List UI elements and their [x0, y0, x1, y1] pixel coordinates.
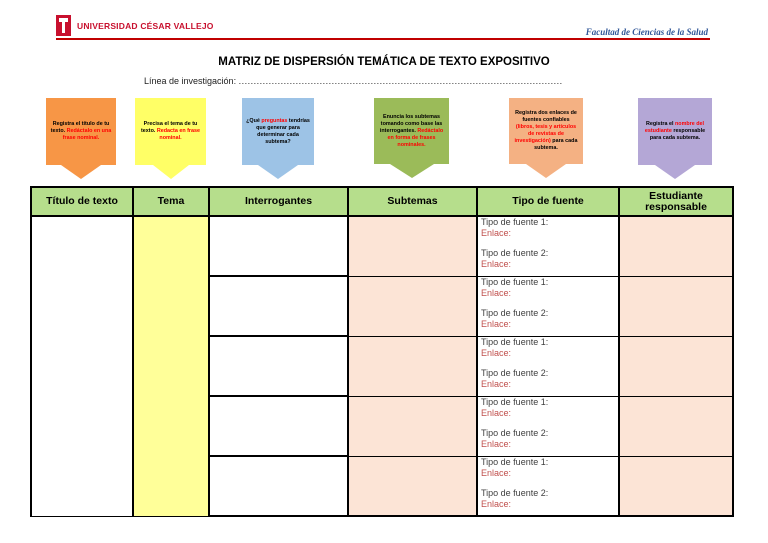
research-line — [144, 76, 563, 86]
tipo-fuente-cell[interactable] — [477, 456, 619, 516]
source-link-2[interactable]: Enlace: — [481, 438, 512, 449]
source-link-1[interactable]: Enlace: — [481, 407, 512, 418]
callout-text-part: nombre del estudiante — [644, 121, 705, 134]
callout-text-part: ¿Qué — [246, 117, 262, 124]
source-type-1-label: Tipo de fuente 1: — [481, 217, 549, 227]
source-type-1-label: Tipo de fuente 1: — [481, 456, 549, 467]
callout-arrow-icon — [153, 165, 189, 179]
source-link-2[interactable]: Enlace: — [481, 318, 512, 329]
source-link-2[interactable]: Enlace: — [481, 259, 512, 269]
callout-text-part: responsable para cada subtema. — [649, 128, 706, 141]
estudiante-cell[interactable] — [619, 396, 733, 456]
callout-text-part: para cada subtema. — [534, 138, 578, 151]
callout-text-part: Redacta en frase nominal. — [156, 128, 201, 141]
interrogantes-cell[interactable] — [209, 276, 348, 336]
source-type-1-label: Tipo de fuente 1: — [481, 336, 549, 347]
callout-text — [135, 98, 206, 165]
callout-text-part: (libros, tesis y artículos de revistas de investigación) — [514, 124, 577, 144]
source-link-1[interactable]: Enlace: — [481, 228, 512, 238]
estudiante-cell[interactable] — [619, 456, 733, 516]
dispersion-matrix-table — [30, 186, 734, 517]
callout-text — [638, 98, 712, 165]
subtema-cell[interactable] — [348, 456, 477, 516]
interrogantes-cell[interactable] — [209, 456, 348, 516]
column-header-titulo: Título de texto — [31, 187, 133, 216]
table-body — [31, 216, 733, 516]
source-link-1[interactable]: Enlace: — [481, 347, 512, 358]
source-link-2[interactable]: Enlace: — [481, 498, 512, 509]
callout-text-part: Redáctalo en forma de frases nominales. — [387, 127, 444, 148]
column-header-interrogantes: Interrogantes — [209, 187, 348, 216]
source-link-1[interactable]: Enlace: — [481, 467, 512, 478]
callout-text-part: tendrías que generar para determinar cada subtema? — [256, 117, 310, 145]
callout-text-part: Registra dos enlaces de fuentes confiables — [515, 110, 577, 123]
estudiante-cell[interactable] — [619, 276, 733, 336]
source-type-1-label: Tipo de fuente 1: — [481, 396, 549, 407]
column-header-subtemas: Subtemas — [348, 187, 477, 216]
subtema-cell[interactable] — [348, 216, 477, 276]
callout-text — [509, 98, 583, 164]
subtema-cell[interactable] — [348, 396, 477, 456]
tipo-fuente-cell[interactable] — [477, 396, 619, 456]
ucv-logo-icon — [56, 15, 71, 36]
research-line-label: Línea de investigación: — [144, 76, 237, 86]
callout-arrow-icon — [61, 165, 101, 179]
source-link-1[interactable]: Enlace: — [481, 287, 512, 298]
faculty-name: Facultad de Ciencias de la Salud — [585, 27, 708, 37]
document-title: MATRIZ DE DISPERSIÓN TEMÁTICA DE TEXTO EXPOSITIVO — [218, 56, 550, 68]
callout-text-part: Redáctalo en una frase nominal. — [62, 128, 112, 141]
callout-arrow-icon — [258, 165, 298, 179]
tipo-fuente-cell[interactable] — [477, 276, 619, 336]
tipo-fuente-cell[interactable] — [477, 216, 619, 276]
callout-text — [242, 98, 314, 165]
estudiante-cell[interactable] — [619, 216, 733, 276]
column-header-tema: Tema — [133, 187, 209, 216]
university-name: UNIVERSIDAD CÉSAR VALLEJO — [77, 20, 214, 31]
callout-arrow-icon — [526, 164, 566, 178]
estudiante-cell[interactable] — [619, 336, 733, 396]
callout-text-part: Precisa el tema de tu texto. — [140, 121, 198, 134]
source-type-2-label: Tipo de fuente 2: — [481, 367, 549, 378]
interrogantes-cell[interactable] — [209, 216, 348, 276]
source-type-2-label: Tipo de fuente 2: — [481, 248, 549, 258]
callout-arrow-icon — [390, 164, 434, 178]
callout-text — [46, 98, 116, 165]
subtema-cell[interactable] — [348, 336, 477, 396]
titulo-cell[interactable] — [31, 216, 133, 516]
source-type-1-label: Tipo de fuente 1: — [481, 276, 549, 287]
tipo-fuente-cell[interactable] — [477, 336, 619, 396]
callout-text-part: preguntas — [261, 117, 288, 124]
subtema-cell[interactable] — [348, 276, 477, 336]
research-line-blank[interactable]: ............................................................................................................ — [238, 76, 563, 86]
column-header-tipo-fuente: Tipo de fuente — [477, 187, 619, 216]
callout-text-part: Enuncia los subtemas tomando como base las interrogantes. — [379, 113, 443, 134]
table-header-row — [31, 187, 733, 216]
column-header-estudiante: Estudiante responsable — [619, 187, 733, 216]
callout-text-part: Registra el título de tu texto. — [50, 121, 110, 134]
callout-text — [374, 98, 449, 164]
tema-cell[interactable] — [133, 216, 209, 516]
interrogantes-cell[interactable] — [209, 336, 348, 396]
source-link-2[interactable]: Enlace: — [481, 378, 512, 389]
callout-text-part: Registra el — [645, 121, 675, 127]
header-divider — [56, 38, 710, 40]
table-row — [31, 216, 733, 276]
interrogantes-cell[interactable] — [209, 396, 348, 456]
university-logo — [56, 15, 214, 36]
source-type-2-label: Tipo de fuente 2: — [481, 487, 549, 498]
source-type-2-label: Tipo de fuente 2: — [481, 307, 549, 318]
source-type-2-label: Tipo de fuente 2: — [481, 427, 549, 438]
callout-arrow-icon — [655, 165, 695, 179]
